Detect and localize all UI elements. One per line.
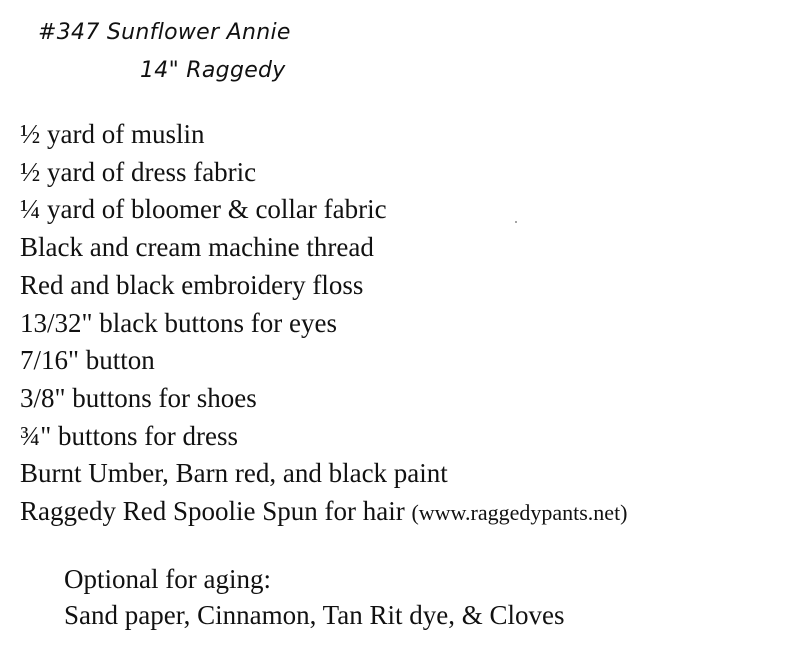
supply-item: Red and black embroidery floss <box>20 269 364 300</box>
optional-section <box>64 561 564 633</box>
supply-item: ½ yard of muslin <box>20 119 205 149</box>
supply-item: ¼ yard of bloomer & collar fabric <box>20 194 387 225</box>
hair-text: Raggedy Red Spoolie Spun for hair <box>20 496 405 527</box>
pattern-title: #347 Sunflower Annie <box>38 20 291 45</box>
pattern-subtitle: 14" Raggedy <box>140 58 286 83</box>
supply-item: Burnt Umber, Barn red, and black paint <box>20 458 448 489</box>
scan-speck <box>515 221 517 223</box>
supply-item: ¾" buttons for dress <box>20 420 239 451</box>
supply-item: ½ yard of dress fabric <box>20 156 257 187</box>
supply-item-hair <box>20 493 628 532</box>
supply-item: 13/32" black buttons for eyes <box>20 307 337 338</box>
optional-items: Sand paper, Cinnamon, Tan Rit dye, & Cloves <box>64 600 565 630</box>
supply-item: Black and cream machine thread <box>20 232 374 263</box>
supply-item: 3/8" buttons for shoes <box>20 382 257 413</box>
website-link[interactable]: (www.raggedypants.net) <box>411 500 628 526</box>
optional-heading: Optional for aging: <box>64 564 271 594</box>
supply-list <box>20 116 628 532</box>
supply-item: 7/16" button <box>20 345 155 376</box>
